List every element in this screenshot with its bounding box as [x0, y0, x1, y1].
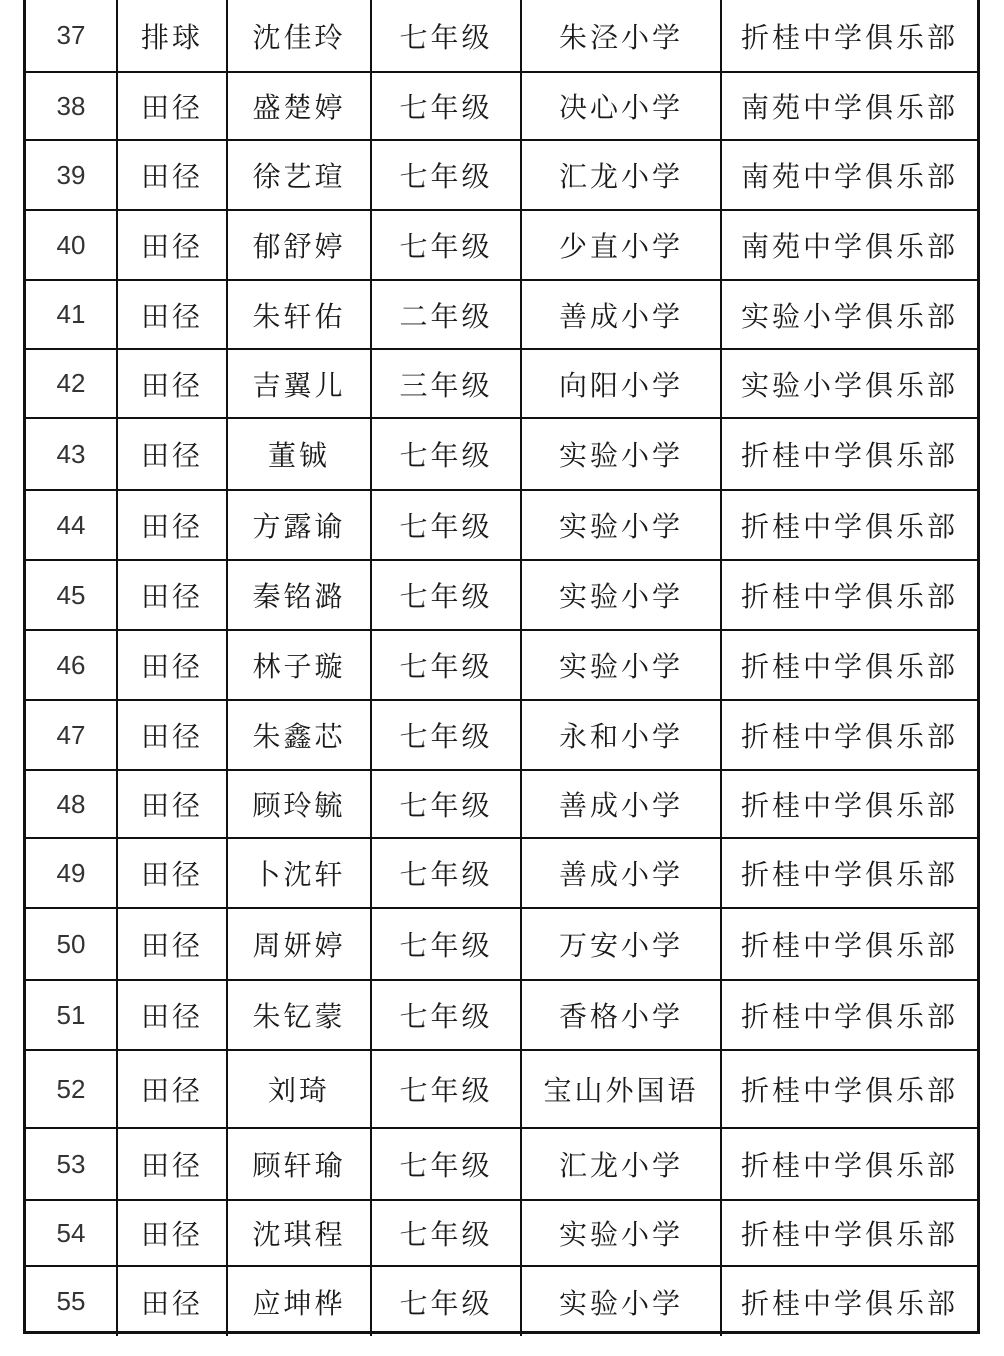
table-row [26, 1050, 977, 1128]
sport-cell: 田径 [117, 280, 227, 349]
row-number: 42 [26, 349, 117, 418]
school-cell: 实验小学 [521, 630, 721, 700]
row-number: 49 [26, 838, 117, 908]
student-name-cell: 周妍婷 [227, 908, 371, 980]
row-number: 55 [26, 1266, 117, 1336]
row-number: 44 [26, 490, 117, 560]
grade-cell: 七年级 [371, 908, 521, 980]
sport-cell: 田径 [117, 700, 227, 770]
table-row [26, 280, 977, 349]
student-name-cell: 方露谕 [227, 490, 371, 560]
club-cell: 折桂中学俱乐部 [721, 1266, 977, 1336]
club-cell: 折桂中学俱乐部 [721, 908, 977, 980]
row-number: 46 [26, 630, 117, 700]
row-number: 37 [26, 0, 117, 72]
club-cell: 折桂中学俱乐部 [721, 418, 977, 490]
sport-cell: 田径 [117, 560, 227, 630]
school-cell: 向阳小学 [521, 349, 721, 418]
sport-cell: 田径 [117, 1266, 227, 1336]
club-cell: 折桂中学俱乐部 [721, 700, 977, 770]
table-row [26, 838, 977, 908]
sport-cell: 田径 [117, 630, 227, 700]
table-row [26, 72, 977, 140]
school-cell: 万安小学 [521, 908, 721, 980]
club-cell: 折桂中学俱乐部 [721, 770, 977, 838]
student-name-cell: 顾玲毓 [227, 770, 371, 838]
grade-cell: 七年级 [371, 72, 521, 140]
row-number: 51 [26, 980, 117, 1050]
grade-cell: 七年级 [371, 1266, 521, 1336]
student-name-cell: 吉翼儿 [227, 349, 371, 418]
sport-cell: 田径 [117, 1128, 227, 1200]
sport-cell: 田径 [117, 418, 227, 490]
row-number: 38 [26, 72, 117, 140]
school-cell: 实验小学 [521, 1266, 721, 1336]
sport-cell: 田径 [117, 1050, 227, 1128]
club-cell: 实验小学俱乐部 [721, 349, 977, 418]
row-number: 40 [26, 210, 117, 280]
school-cell: 汇龙小学 [521, 1128, 721, 1200]
table-row [26, 418, 977, 490]
school-cell: 实验小学 [521, 418, 721, 490]
student-name-cell: 朱钇蒙 [227, 980, 371, 1050]
grade-cell: 七年级 [371, 700, 521, 770]
sport-cell: 排球 [117, 0, 227, 72]
grade-cell: 七年级 [371, 770, 521, 838]
student-name-cell: 沈佳玲 [227, 0, 371, 72]
student-name-cell: 董铖 [227, 418, 371, 490]
student-name-cell: 朱鑫芯 [227, 700, 371, 770]
school-cell: 永和小学 [521, 700, 721, 770]
roster-table-body [26, 0, 977, 1336]
grade-cell: 七年级 [371, 838, 521, 908]
school-cell: 汇龙小学 [521, 140, 721, 210]
club-cell: 折桂中学俱乐部 [721, 560, 977, 630]
table-row [26, 349, 977, 418]
sport-cell: 田径 [117, 72, 227, 140]
row-number: 54 [26, 1200, 117, 1266]
sport-cell: 田径 [117, 349, 227, 418]
table-row [26, 140, 977, 210]
sport-cell: 田径 [117, 1200, 227, 1266]
table-row [26, 560, 977, 630]
student-name-cell: 郁舒婷 [227, 210, 371, 280]
student-name-cell: 应坤桦 [227, 1266, 371, 1336]
row-number: 50 [26, 908, 117, 980]
table-row [26, 1266, 977, 1336]
club-cell: 南苑中学俱乐部 [721, 210, 977, 280]
grade-cell: 七年级 [371, 1050, 521, 1128]
school-cell: 少直小学 [521, 210, 721, 280]
grade-cell: 七年级 [371, 630, 521, 700]
school-cell: 朱泾小学 [521, 0, 721, 72]
grade-cell: 七年级 [371, 560, 521, 630]
club-cell: 折桂中学俱乐部 [721, 1128, 977, 1200]
table-row [26, 490, 977, 560]
school-cell: 宝山外国语 [521, 1050, 721, 1128]
club-cell: 折桂中学俱乐部 [721, 630, 977, 700]
row-number: 48 [26, 770, 117, 838]
grade-cell: 七年级 [371, 210, 521, 280]
school-cell: 实验小学 [521, 560, 721, 630]
grade-cell: 七年级 [371, 980, 521, 1050]
school-cell: 善成小学 [521, 280, 721, 349]
table-row [26, 1200, 977, 1266]
student-name-cell: 朱轩佑 [227, 280, 371, 349]
sport-cell: 田径 [117, 980, 227, 1050]
school-cell: 善成小学 [521, 770, 721, 838]
table-row [26, 1128, 977, 1200]
student-name-cell: 沈琪程 [227, 1200, 371, 1266]
table-row [26, 908, 977, 980]
club-cell: 折桂中学俱乐部 [721, 0, 977, 72]
sport-cell: 田径 [117, 908, 227, 980]
student-name-cell: 林子璇 [227, 630, 371, 700]
student-name-cell: 卜沈轩 [227, 838, 371, 908]
roster-sheet [23, 0, 980, 1334]
school-cell: 善成小学 [521, 838, 721, 908]
school-cell: 实验小学 [521, 490, 721, 560]
student-name-cell: 秦铭潞 [227, 560, 371, 630]
sport-cell: 田径 [117, 210, 227, 280]
sport-cell: 田径 [117, 140, 227, 210]
sport-cell: 田径 [117, 770, 227, 838]
row-number: 45 [26, 560, 117, 630]
club-cell: 折桂中学俱乐部 [721, 1200, 977, 1266]
row-number: 53 [26, 1128, 117, 1200]
grade-cell: 七年级 [371, 140, 521, 210]
grade-cell: 七年级 [371, 1128, 521, 1200]
row-number: 47 [26, 700, 117, 770]
grade-cell: 七年级 [371, 0, 521, 72]
row-number: 41 [26, 280, 117, 349]
grade-cell: 七年级 [371, 418, 521, 490]
grade-cell: 二年级 [371, 280, 521, 349]
school-cell: 香格小学 [521, 980, 721, 1050]
row-number: 43 [26, 418, 117, 490]
sport-cell: 田径 [117, 490, 227, 560]
grade-cell: 七年级 [371, 490, 521, 560]
student-name-cell: 顾轩瑜 [227, 1128, 371, 1200]
grade-cell: 三年级 [371, 349, 521, 418]
roster-table [26, 0, 977, 1336]
club-cell: 折桂中学俱乐部 [721, 838, 977, 908]
club-cell: 折桂中学俱乐部 [721, 490, 977, 560]
student-name-cell: 徐艺瑄 [227, 140, 371, 210]
club-cell: 折桂中学俱乐部 [721, 980, 977, 1050]
club-cell: 实验小学俱乐部 [721, 280, 977, 349]
table-row [26, 0, 977, 72]
school-cell: 实验小学 [521, 1200, 721, 1266]
table-row [26, 630, 977, 700]
club-cell: 南苑中学俱乐部 [721, 140, 977, 210]
row-number: 39 [26, 140, 117, 210]
table-row [26, 770, 977, 838]
table-row [26, 700, 977, 770]
table-row [26, 210, 977, 280]
club-cell: 南苑中学俱乐部 [721, 72, 977, 140]
school-cell: 决心小学 [521, 72, 721, 140]
student-name-cell: 刘琦 [227, 1050, 371, 1128]
student-name-cell: 盛楚婷 [227, 72, 371, 140]
row-number: 52 [26, 1050, 117, 1128]
club-cell: 折桂中学俱乐部 [721, 1050, 977, 1128]
sport-cell: 田径 [117, 838, 227, 908]
table-row [26, 980, 977, 1050]
grade-cell: 七年级 [371, 1200, 521, 1266]
